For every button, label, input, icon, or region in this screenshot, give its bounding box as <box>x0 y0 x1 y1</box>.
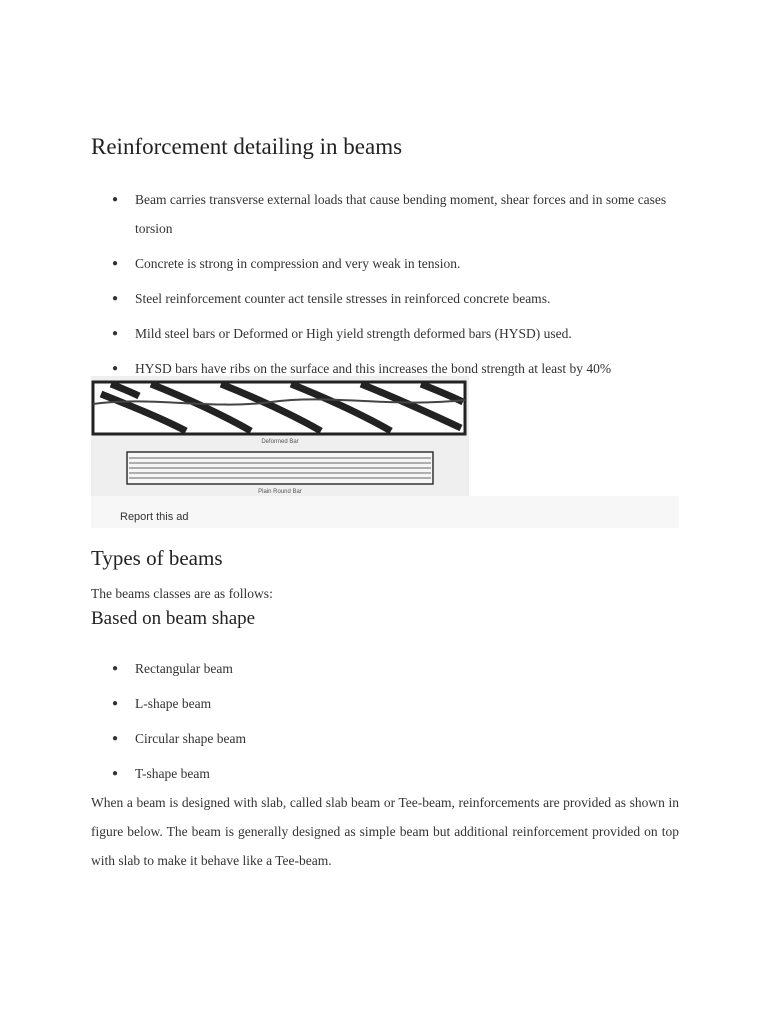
deformed-bar-caption: Deformed Bar <box>261 439 299 445</box>
rebar-illustration <box>91 376 469 496</box>
bullet-icon: ● <box>112 194 119 205</box>
bullet-icon: ● <box>112 328 119 339</box>
bullet-icon: ● <box>112 293 119 304</box>
report-ad-link[interactable]: Report this ad <box>120 511 189 523</box>
bullet-icon: ● <box>112 663 119 674</box>
plain-bar-caption: Plain Round Bar <box>258 489 302 495</box>
bullet-icon: ● <box>112 258 119 269</box>
bullet-icon: ● <box>112 768 119 779</box>
list-item: ● Steel reinforcement counter act tensile stresses in reinforced concrete beams. <box>91 284 679 313</box>
list-item: ● HYSD bars have ribs on the surface and this increases the bond strength at least by 40% <box>91 354 679 383</box>
section-title-types: Types of beams <box>91 546 223 570</box>
list-item: ● Circular shape beam <box>91 724 679 753</box>
subsection-title-shape: Based on beam shape <box>91 608 256 629</box>
bullet-icon: ● <box>112 698 119 709</box>
rebar-figure <box>91 376 469 496</box>
list-item: ● Mild steel bars or Deformed or High yield strength deformed bars (HYSD) used. <box>91 319 679 348</box>
bullet-icon: ● <box>112 733 119 744</box>
list-item: ● Rectangular beam <box>91 654 679 683</box>
reinforcement-bullet-list <box>91 185 679 389</box>
tee-beam-paragraph: When a beam is designed with slab, called slab beam or Tee-beam, reinforcements are provided as shown in figure below. The beam is generally designed as simple beam but additional reinforcement provided on top with slab to make it behave like a Tee-beam. <box>91 795 679 868</box>
types-intro: The beams classes are as follows: <box>91 586 273 601</box>
bullet-icon: ● <box>112 363 119 374</box>
list-item: ● Concrete is strong in compression and very weak in tension. <box>91 249 679 278</box>
list-item: ● Beam carries transverse external loads that cause bending moment, shear forces and in some cases torsion <box>91 185 679 243</box>
beam-shape-list <box>91 654 679 794</box>
section-title-reinforcement: Reinforcement detailing in beams <box>91 134 403 159</box>
list-item: ● L-shape beam <box>91 689 679 718</box>
ad-container <box>91 496 679 528</box>
list-item: ● T-shape beam <box>91 759 679 788</box>
